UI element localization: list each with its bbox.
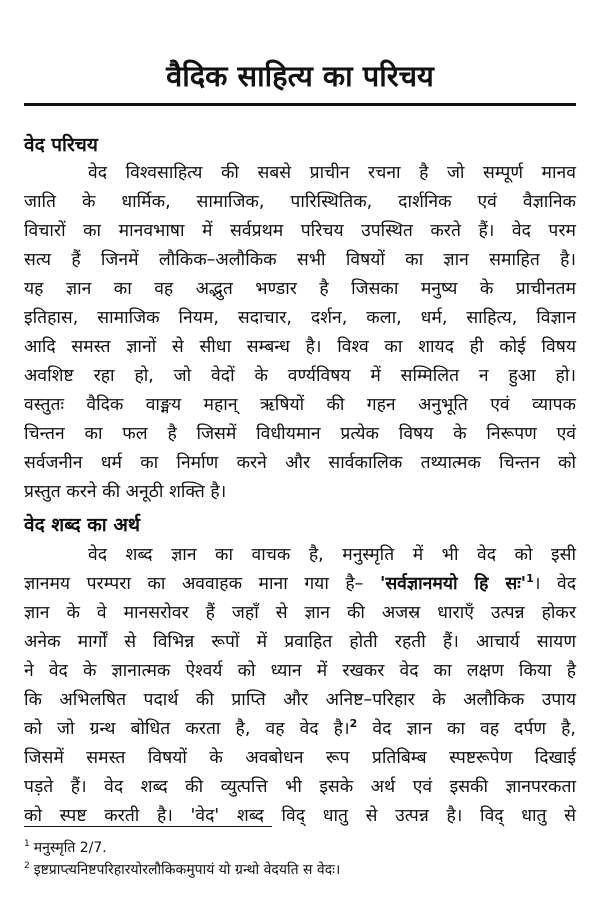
paragraph-line: वस्तुतः वैदिक वाङ्मय महान् ऋषियों की गहन अनुभूति एवं व्यापक xyxy=(24,395,576,415)
footnote-text: मनुस्मृति 2/7. xyxy=(33,840,107,856)
footnote-number: 2 xyxy=(24,861,30,872)
section-heading-ved-shabd-artha: वेद शब्द का अर्थ xyxy=(24,514,141,536)
paragraph-line: वेद विश्वसाहित्य की सबसे प्राचीन रचना है जो सम्पूर्ण मानव xyxy=(88,163,576,183)
paragraph-line: अवशिष्ट रहा हो, जो वेदों के वर्ण्यविषय में सम्मिलित न हुआ हो। xyxy=(24,366,576,386)
line-text: को जो ग्रन्थ बोधित करता है, वह वेद है। xyxy=(24,719,350,739)
chapter-title: वैदिक साहित्य का परिचय xyxy=(166,59,434,93)
paragraph-line: इतिहास, सामाजिक नियम, सदाचार, दर्शन, कला, धर्म, साहित्य, विज्ञान xyxy=(24,308,576,328)
section-heading-ved-parichay: वेद परिचय xyxy=(24,134,98,156)
paragraph-line: चिन्तन का फल है जिसमें विधीयमान प्रत्येक विषय के निरूपण एवं xyxy=(24,424,576,444)
footnote-1 xyxy=(24,838,107,858)
footnote-rule xyxy=(24,826,272,827)
paragraph-line: आदि समस्त ज्ञानों से सीधा सम्बन्ध है। विश्व का शायद ही कोई विषय xyxy=(24,337,576,357)
paragraph-line: जिसमें समस्त विषयों के अवबोधन रूप प्रतिबिम्ब स्पष्टरूपेण दिखाई xyxy=(24,748,576,768)
paragraph-line: ज्ञान के वे मानसरोवर हैं जहाँ से ज्ञान की अजस्र धाराएँ उत्पन्न होकर xyxy=(24,603,576,623)
paragraph-line: पड़ते हैं। वेद शब्द की व्युत्पत्ति भी इसके अर्थ एवं इसकी ज्ञानपरकता xyxy=(24,777,576,797)
paragraph-line: यह ज्ञान का वह अद्भुत भण्डार है जिसका मनुष्य के प्राचीनतम xyxy=(24,279,576,299)
footnote-2 xyxy=(24,860,340,880)
paragraph-line: कि अभिलषित पदार्थ की प्राप्ति और अनिष्ट–परिहार के अलौकिक उपाय xyxy=(24,690,576,710)
title-rule xyxy=(24,103,576,106)
paragraph-line: सत्य हैं जिनमें लौकिक–अलौकिक सभी विषयों का ज्ञान समाहित है। xyxy=(24,250,576,270)
footnote-ref-1[interactable]: 1 xyxy=(526,572,534,586)
line-text: वेद ज्ञान का वह दर्पण है, xyxy=(357,719,576,739)
paragraph-line xyxy=(24,571,576,597)
paragraph-line: अनेक मार्गों से विभिन्न रूपों में प्रवाहित होती रहती हैं। आचार्य सायण xyxy=(24,632,576,652)
paragraph-line: वेद शब्द ज्ञान का वाचक है, मनुस्मृति में भी वेद को इसी xyxy=(88,545,576,565)
line-text: ज्ञानमय परम्परा का अववाहक माना गया है– xyxy=(24,574,380,594)
paragraph-line: को स्पष्ट करती है। 'वेद' शब्द विद् धातु से उत्पन्न है। विद् धातु से xyxy=(24,806,576,826)
paragraph-line: प्रस्तुत करने की अनूठी शक्ति है। xyxy=(24,482,227,502)
footnote-number: 1 xyxy=(24,839,30,850)
paragraph-line: विचारों का मानवभाषा में सर्वप्रथम परिचय उपस्थित करते हैं। वेद परम xyxy=(24,221,576,241)
line-text: । वेद xyxy=(533,574,577,594)
paragraph-line xyxy=(24,716,576,742)
footnote-text: इष्टप्राप्त्यनिष्टपरिहारयोरलौकिकमुपायं यो ग्रन्थो वेदयति स वेदः। xyxy=(33,862,341,878)
footnote-ref-2[interactable]: 2 xyxy=(349,717,358,731)
paragraph-line: सर्वजनीन धर्म का निर्माण करने और सार्वकालिक तथ्यात्मक चिन्तन को xyxy=(24,453,576,473)
paragraph-line: जाति के धार्मिक, सामाजिक, पारिस्थितिक, दार्शनिक एवं वैज्ञानिक xyxy=(24,192,576,212)
sanskrit-quote: 'सर्वज्ञानमयो हि सः' xyxy=(379,574,527,594)
paragraph-line: ने वेद के ज्ञानात्मक ऐश्वर्य को ध्यान में रखकर वेद का लक्षण किया है xyxy=(24,661,576,681)
